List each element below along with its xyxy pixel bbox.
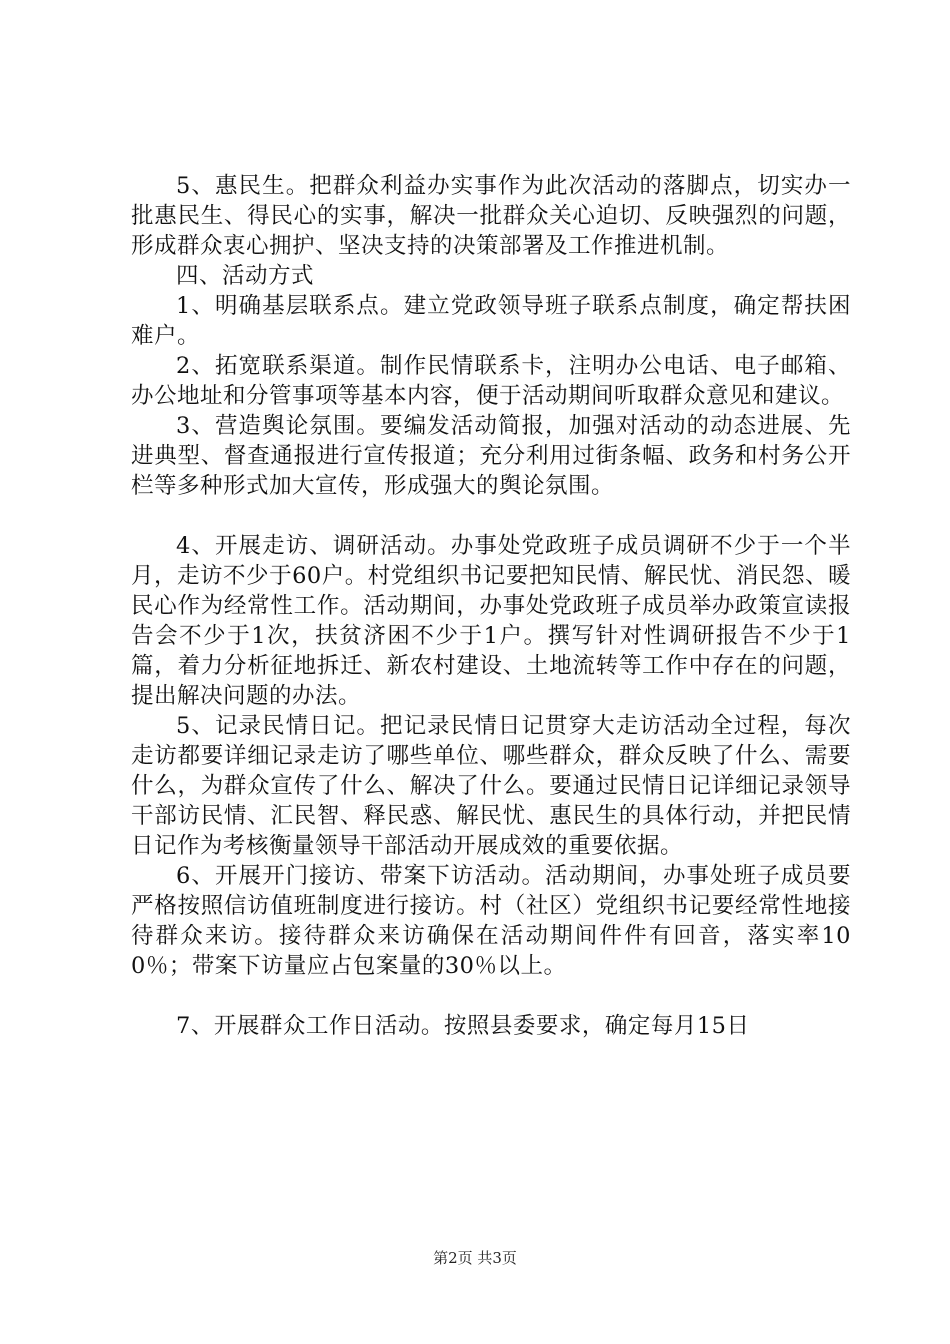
- paragraph-visits-research: 4、开展走访、调研活动。办事处党政班子成员调研不少于一个半月，走访不少于60户。村党组织书记要把知民情、解民忧、消民怨、暖民心作为经常性工作。活动期间，办事处党政班子成员举办政策宣读报告会不少于1次，扶贫济困不少于1户。撰写针对性调研报告不少于1篇，着力分析征地拆迁、新农村建设、土地流转等工作中存在的问题，提出解决问题的办法。: [131, 533, 851, 709]
- paragraph-contact-points: 1、明确基层联系点。建立党政领导班子联系点制度，确定帮扶困难户。: [131, 293, 851, 349]
- paragraph-petitions: 6、开展开门接访、带案下访活动。活动期间，办事处班子成员要严格按照信访值班制度进行接访。村（社区）党组织书记要经常性地接待群众来访。接待群众来访确保在活动期间件件有回音，落实率100％；带案下访量应占包案量的30％以上。: [131, 863, 851, 979]
- paragraph-benefit-people: 5、惠民生。把群众利益办实事作为此次活动的落脚点，切实办一批惠民生、得民心的实事，解决一批群众关心迫切、反映强烈的问题，形成群众衷心拥护、坚决支持的决策部署及工作推进机制。: [131, 173, 851, 259]
- paragraph-diary: 5、记录民情日记。把记录民情日记贯穿大走访活动全过程，每次走访都要详细记录走访了哪些单位、哪些群众，群众反映了什么、需要什么，为群众宣传了什么、解决了什么。要通过民情日记详细记录领导干部访民情、汇民智、释民惑、解民忧、惠民生的具体行动，并把民情日记作为考核衡量领导干部活动开展成效的重要依据。: [131, 713, 851, 859]
- paragraph-contact-channels: 2、拓宽联系渠道。制作民情联系卡，注明办公电话、电子邮箱、办公地址和分管事项等基本内容，便于活动期间听取群众意见和建议。: [131, 353, 851, 409]
- section-heading-activity-methods: 四、活动方式: [176, 263, 315, 289]
- page-number-footer: 第2页 共3页: [433, 1249, 517, 1267]
- paragraph-work-day: 7、开展群众工作日活动。按照县委要求，确定每月15日: [176, 1013, 750, 1039]
- paragraph-public-opinion: 3、营造舆论氛围。要编发活动简报，加强对活动的动态进展、先进典型、督查通报进行宣传报道；充分利用过街条幅、政务和村务公开栏等多种形式加大宣传，形成强大的舆论氛围。: [131, 413, 851, 499]
- document-body: [131, 171, 851, 1041]
